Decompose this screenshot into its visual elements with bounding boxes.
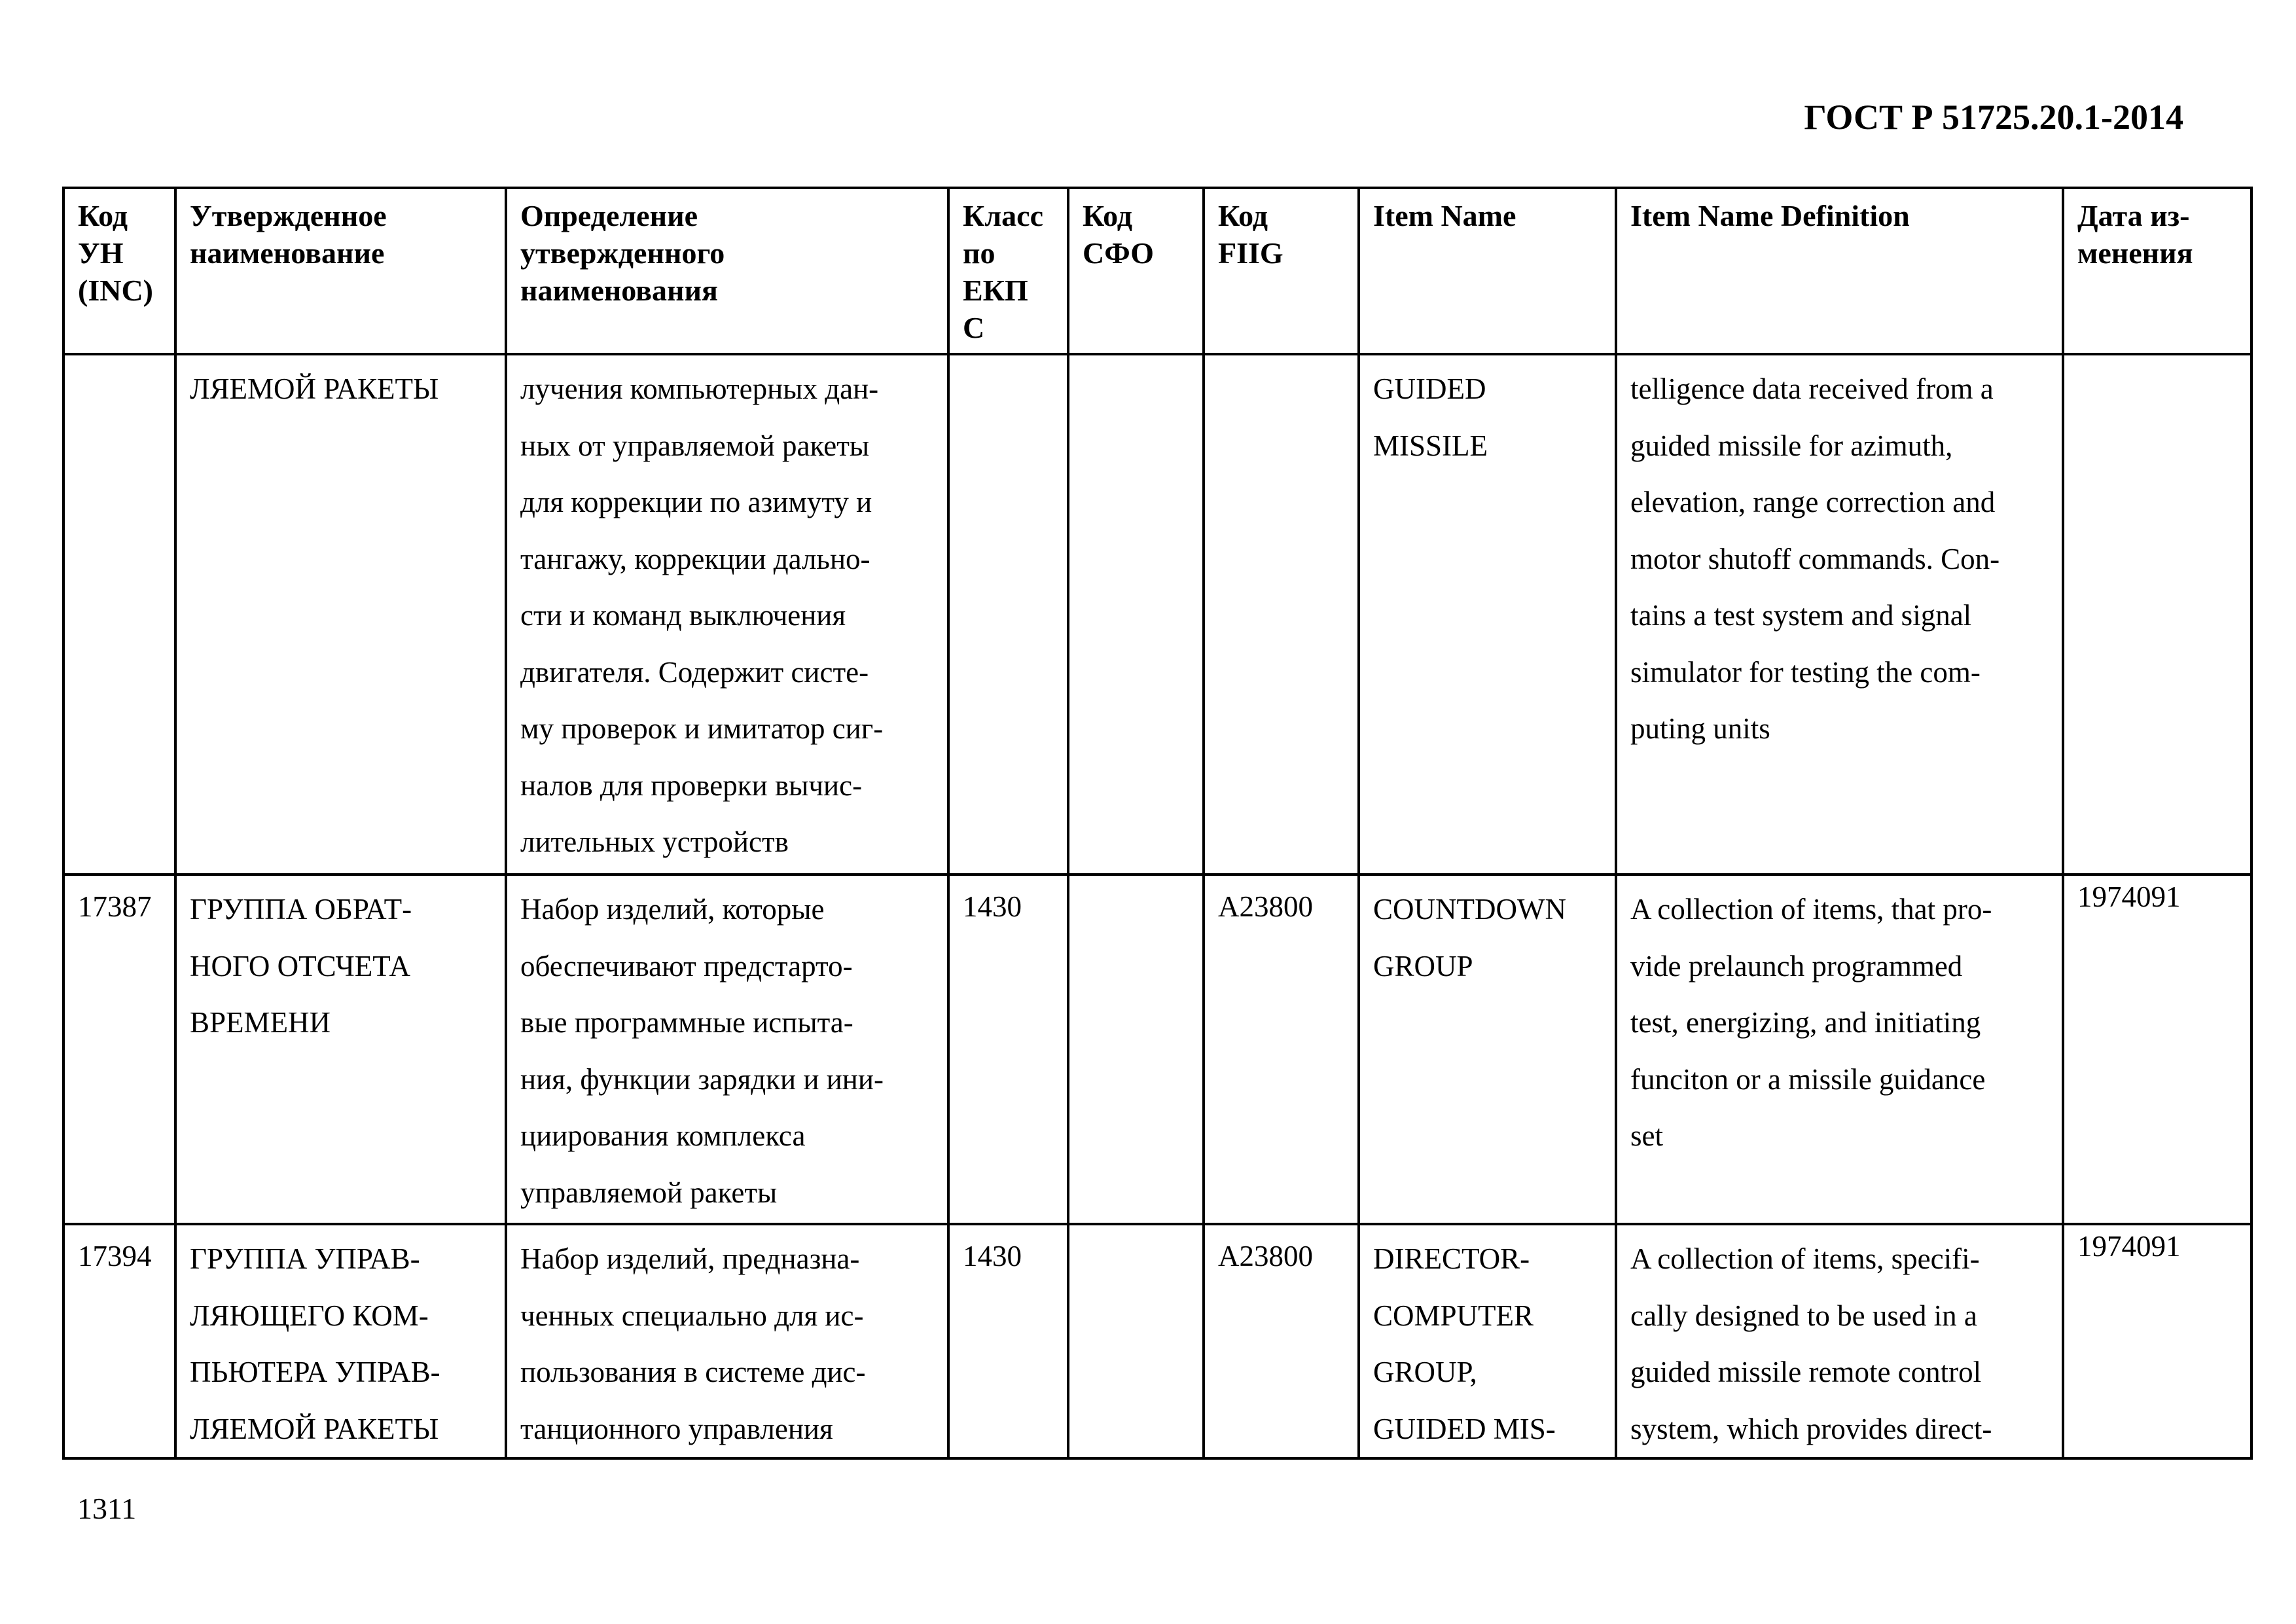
cell-change-date: 1974091 <box>2063 875 2251 1224</box>
cell-ekps-class: 1430 <box>948 875 1068 1224</box>
table-row <box>63 354 2251 875</box>
cell-approved-name: ГРУППА УПРАВ- ЛЯЮЩЕГО КОМ- ПЬЮТЕРА УПРАВ- ЛЯЕМОЙ РАКЕТЫ <box>175 1224 506 1458</box>
cell-change-date <box>2063 354 2251 875</box>
table-row <box>63 1224 2251 1458</box>
header-sfo-code: Код СФО <box>1068 188 1204 354</box>
cell-fiig-code: A23800 <box>1204 1224 1359 1458</box>
cell-definition: Набор изделий, которые обеспечивают предстарто- вые программные испыта- ния, функции зарядки и ини- циирования комплекса управляемой ракеты <box>506 875 948 1224</box>
cell-fiig-code <box>1204 354 1359 875</box>
cell-item-name: DIRECTOR- COMPUTER GROUP, GUIDED MIS- <box>1359 1224 1616 1458</box>
header-fiig-code: Код FIIG <box>1204 188 1359 354</box>
cell-fiig-code: A23800 <box>1204 875 1359 1224</box>
cell-definition: лучения компьютерных дан- ных от управляемой ракеты для коррекции по азимуту и тангажу, коррекции дально- сти и команд выключения двигателя. Содержит систе- му проверок и имитатор сиг- налов для проверки вычис- лительных устройств <box>506 354 948 875</box>
cell-change-date: 1974091 <box>2063 1224 2251 1458</box>
header-row <box>63 188 2251 354</box>
header-change-date: Дата из- менения <box>2063 188 2251 354</box>
table-body <box>63 354 2251 1458</box>
cell-item-name-definition: A collection of items, specifi- cally designed to be used in a guided missile remote control system, which provides direct- <box>1616 1224 2063 1458</box>
table-row <box>63 875 2251 1224</box>
cell-approved-name: ЛЯЕМОЙ РАКЕТЫ <box>175 354 506 875</box>
header-inc: Код УН (INC) <box>63 188 175 354</box>
header-definition: Определение утвержденного наименования <box>506 188 948 354</box>
cell-ekps-class: 1430 <box>948 1224 1068 1458</box>
cell-inc: 17394 <box>63 1224 175 1458</box>
catalog-table <box>62 187 2253 1460</box>
cell-sfo-code <box>1068 354 1204 875</box>
document-code: ГОСТ Р 51725.20.1-2014 <box>1804 98 2183 137</box>
cell-sfo-code <box>1068 1224 1204 1458</box>
cell-approved-name: ГРУППА ОБРАТ- НОГО ОТСЧЕТА ВРЕМЕНИ <box>175 875 506 1224</box>
cell-inc <box>63 354 175 875</box>
table-header <box>63 188 2251 354</box>
header-ekps-class: Класс по ЕКП С <box>948 188 1068 354</box>
cell-item-name: GUIDED MISSILE <box>1359 354 1616 875</box>
header-item-name-definition: Item Name Definition <box>1616 188 2063 354</box>
cell-item-name-definition: A collection of items, that pro- vide prelaunch programmed test, energizing, and initiating funciton or a missile guidance set <box>1616 875 2063 1224</box>
header-item-name: Item Name <box>1359 188 1616 354</box>
cell-inc: 17387 <box>63 875 175 1224</box>
cell-sfo-code <box>1068 875 1204 1224</box>
header-approved-name: Утвержденное наименование <box>175 188 506 354</box>
page-number: 1311 <box>77 1492 137 1525</box>
cell-item-name: COUNTDOWN GROUP <box>1359 875 1616 1224</box>
cell-item-name-definition: telligence data received from a guided missile for azimuth, elevation, range correction and motor shutoff commands. Con- tains a test system and signal simulator for testing the com- puting units <box>1616 354 2063 875</box>
cell-definition: Набор изделий, предназна- ченных специально для ис- пользования в системе дис- танционного управления <box>506 1224 948 1458</box>
cell-ekps-class <box>948 354 1068 875</box>
